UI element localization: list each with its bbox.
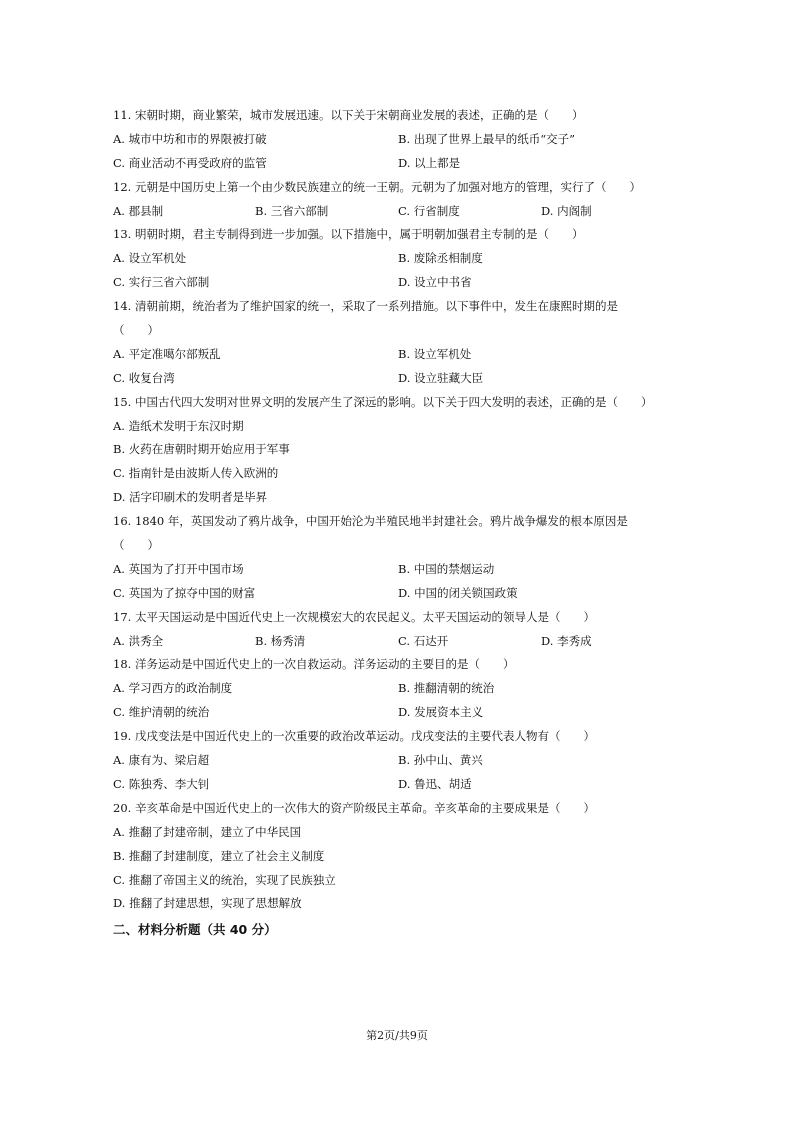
option-row [113,128,683,152]
answer-option[interactable]: B. 设立军机处 [398,346,472,361]
question-stem: 20. 辛亥革命是中国近代史上的一次伟大的资产阶级民主革命。辛亥革命的主要成果是（ ） [113,800,595,815]
option-row [113,869,683,893]
answer-option[interactable]: B. 推翻了封建制度，建立了社会主义制度 [113,848,325,863]
question-stem: 14. 清朝前期，统治者为了维护国家的统一，采取了一系列措施。以下事件中，发生在康熙时期的是 [113,299,618,314]
answer-option[interactable]: B. 推翻清朝的统治 [398,681,495,696]
option-row [113,247,683,271]
answer-option[interactable]: C. 行省制度 [398,203,460,218]
answer-option[interactable]: B. 废除丞相制度 [398,251,483,266]
answer-option[interactable]: D. 中国的闭关锁国政策 [398,585,518,600]
answer-option[interactable]: C. 陈独秀、李大钊 [113,776,210,791]
answer-option[interactable]: C. 维护清朝的统治 [113,705,210,720]
answer-option[interactable]: C. 指南针是由波斯人传入欧洲的 [113,466,279,481]
option-row [113,558,683,582]
page-footer: 第2页/共9页 [366,1029,428,1042]
answer-option[interactable]: B. 火药在唐朝时期开始应用于军事 [113,442,290,457]
answer-option[interactable]: D. 发展资本主义 [398,705,484,720]
question-stem: 13. 明朝时期，君主专制得到进一步加强。以下措施中，属于明朝加强君主专制的是（ ） [113,227,584,242]
answer-option[interactable]: D. 李秀成 [541,633,592,648]
question-list [113,104,683,942]
answer-option[interactable]: A. 洪秀全 [113,633,164,648]
option-row [113,367,683,391]
option-row [113,630,683,654]
answer-option[interactable]: B. 出现了世界上最早的纸币“交子” [398,131,576,146]
option-row [113,892,683,916]
question-stem: 15. 中国古代四大发明对世界文明的发展产生了深远的影响。以下关于四大发明的表述，正确的是（ ） [113,394,653,409]
answer-option[interactable]: D. 鲁迅、胡适 [398,776,472,791]
question-stem-continued: （ ） [113,538,159,553]
question-stem: 11. 宋朝时期，商业繁荣，城市发展迅速。以下关于宋朝商业发展的表述，正确的是（ ） [113,108,584,122]
answer-option[interactable]: C. 石达开 [398,633,449,648]
answer-option[interactable]: C. 英国为了掠夺中国的财富 [113,585,256,600]
answer-option[interactable]: A. 康有为、梁启超 [113,753,210,768]
answer-option[interactable]: D. 推翻了封建思想，实现了思想解放 [113,896,302,911]
answer-option[interactable]: D. 内阁制 [541,203,592,218]
answer-option[interactable]: A. 城市中坊和市的界限被打破 [113,131,267,146]
option-row [113,486,683,510]
section-heading: 二、材料分析题（共 40 分） [113,922,277,938]
question-stem: 16. 1840 年，英国发动了鸦片战争，中国开始沦为半殖民地半封建社会。鸦片战争爆发的根本原因是 [113,514,628,529]
answer-option[interactable]: A. 英国为了打开中国市场 [113,561,244,576]
answer-option[interactable]: A. 造纸术发明于东汉时期 [113,418,244,433]
answer-option[interactable]: A. 学习西方的政治制度 [113,681,233,696]
answer-option[interactable]: C. 收复台湾 [113,370,175,385]
question-stem: 18. 洋务运动是中国近代史上的一次自救运动。洋务运动的主要目的是（ ） [113,657,515,672]
option-row [113,749,683,773]
question-stem: 17. 太平天国运动是中国近代史上一次规模宏大的农民起义。太平天国运动的领导人是（ ） [113,609,595,624]
question-stem-continued: （ ） [113,323,159,338]
option-row [113,462,683,486]
answer-option[interactable]: A. 设立军机处 [113,251,187,266]
option-row [113,821,683,845]
answer-option[interactable]: D. 设立中书省 [398,275,472,290]
option-row [113,415,683,439]
option-row [113,343,683,367]
answer-option[interactable]: C. 商业活动不再受政府的监管 [113,155,267,170]
option-row [113,677,683,701]
answer-option[interactable]: D. 设立驻藏大臣 [398,370,484,385]
option-row [113,200,683,224]
answer-option[interactable]: B. 杨秀清 [255,633,306,648]
option-row [113,152,683,176]
option-row [113,582,683,606]
option-row [113,438,683,462]
answer-option[interactable]: A. 郡县制 [113,203,164,218]
option-row [113,845,683,869]
answer-option[interactable]: C. 推翻了帝国主义的统治，实现了民族独立 [113,872,336,887]
option-row [113,701,683,725]
answer-option[interactable]: B. 中国的禁烟运动 [398,561,495,576]
option-row [113,773,683,797]
answer-option[interactable]: A. 推翻了封建帝制，建立了中华民国 [113,824,302,839]
answer-option[interactable]: C. 实行三省六部制 [113,275,210,290]
option-row [113,271,683,295]
answer-option[interactable]: B. 孙中山、黄兴 [398,753,483,768]
answer-option[interactable]: D. 以上都是 [398,155,461,170]
question-stem: 12. 元朝是中国历史上第一个由少数民族建立的统一王朝。元朝为了加强对地方的管理，实行了（ ） [113,179,641,194]
answer-option[interactable]: A. 平定准噶尔部叛乱 [113,346,221,361]
answer-option[interactable]: D. 活字印刷术的发明者是毕昇 [113,490,268,505]
answer-option[interactable]: B. 三省六部制 [255,203,329,218]
question-stem: 19. 戊戌变法是中国近代史上的一次重要的政治改革运动。戊戌变法的主要代表人物有（ ） [113,729,595,744]
